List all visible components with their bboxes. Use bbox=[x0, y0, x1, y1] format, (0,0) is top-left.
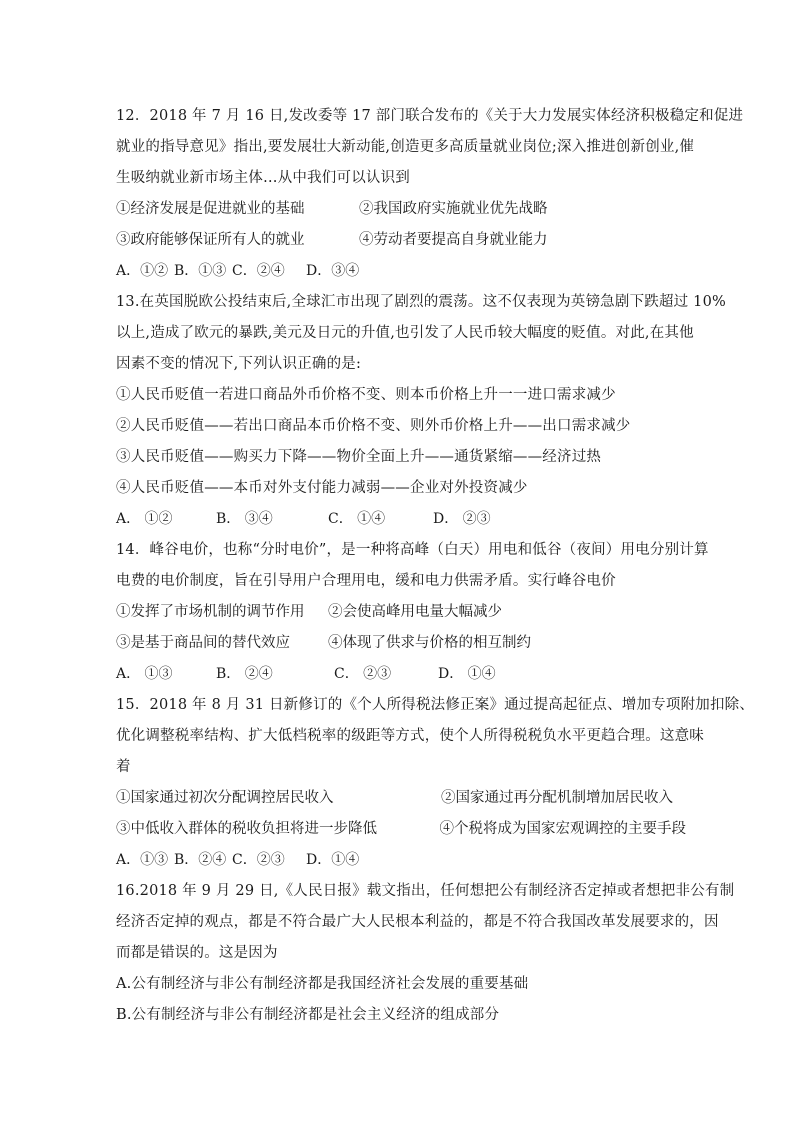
option-1: ①经济发展是促进就业的基础 bbox=[116, 201, 305, 217]
option-3: ③是基于商品间的替代效应 bbox=[116, 635, 290, 651]
answer-choices bbox=[116, 659, 686, 690]
option-row bbox=[116, 225, 686, 256]
answer-b: B． ②④ bbox=[216, 666, 273, 682]
question-13 bbox=[116, 287, 727, 535]
answer-c: C．②③ bbox=[232, 852, 285, 868]
answer-b: B． ③④ bbox=[216, 511, 273, 527]
answer-choices bbox=[116, 504, 686, 535]
question-12 bbox=[116, 101, 744, 287]
answer-d: D． ②③ bbox=[433, 511, 491, 527]
question-text-line: 着 bbox=[116, 759, 131, 775]
question-text-line: 经济否定掉的观点，都是不符合最广大人民根本利益的，都是不符合我国改革发展要求的，因 bbox=[116, 914, 719, 930]
answer-c: C． ②③ bbox=[334, 666, 392, 682]
option-a: A.公有制经济与非公有制经济都是我国经济社会发展的重要基础 bbox=[116, 976, 529, 992]
answer-c: C． ①④ bbox=[328, 511, 386, 527]
option-2: ②会使高峰用电量大幅减少 bbox=[328, 604, 502, 620]
question-text-line: 生吸纳就业新市场主体…从中我们可以认识到 bbox=[116, 170, 410, 186]
option-1: ①人民币贬值一若进口商品外币价格不变、则本币价格上升一一进口需求减少 bbox=[116, 387, 616, 403]
option-4: ④个税将成为国家宏观调控的主要手段 bbox=[439, 821, 686, 837]
question-text-line: 12．2018 年 7 月 16 日,发改委等 17 部门联合发布的《关于大力发展实体经济积极稳定和促进 bbox=[116, 108, 744, 124]
answer-b: B．②④ bbox=[174, 852, 227, 868]
question-16 bbox=[116, 876, 735, 1031]
option-4: ④体现了供求与价格的相互制约 bbox=[328, 635, 531, 651]
answer-a: A． ①② bbox=[116, 511, 173, 527]
option-1: ①国家通过初次分配调控居民收入 bbox=[116, 790, 334, 806]
question-text-line: 14．峰谷电价，也称“分时电价”，是一种将高峰（白天）用电和低谷（夜间）用电分别计算 bbox=[116, 542, 709, 558]
answer-choices bbox=[116, 845, 686, 876]
answer-a: A．①③ bbox=[116, 852, 169, 868]
question-text-line: 15．2018 年 8 月 31 日新修订的《个人所得税法修正案》通过提高起征点、增加专项附加扣除、 bbox=[116, 697, 755, 713]
option-2: ②国家通过再分配机制增加居民收入 bbox=[441, 790, 673, 806]
answer-a: A． ①③ bbox=[116, 666, 173, 682]
answer-d: D．①④ bbox=[306, 852, 360, 868]
question-text-line: 电费的电价制度，旨在引导用户合理用电，缓和电力供需矛盾。实行峰谷电价 bbox=[116, 573, 616, 589]
option-4: ④劳动者要提高自身就业能力 bbox=[359, 232, 548, 248]
option-3: ③中低收入群体的税收负担将进一步降低 bbox=[116, 821, 377, 837]
option-4: ④人民币贬值——本币对外支付能力减弱——企业对外投资减少 bbox=[116, 480, 528, 496]
option-3: ③人民币贬值——购买力下降——物价全面上升——通货紧缩——经济过热 bbox=[116, 449, 602, 465]
question-text-line: 因素不变的情况下,下列认识正确的是: bbox=[116, 356, 362, 372]
question-14 bbox=[116, 535, 709, 690]
question-text-line: 16.2018 年 9 月 29 日,《人民日报》载文指出，任何想把公有制经济否定掉或者想把非公有制 bbox=[116, 883, 735, 899]
answer-b: B．①③ bbox=[174, 263, 227, 279]
answer-d: D． ①④ bbox=[438, 666, 496, 682]
option-1: ①发挥了市场机制的调节作用 bbox=[116, 604, 305, 620]
option-2: ②人民币贬值——若出口商品本币价格不变、则外币价格上升——出口需求减少 bbox=[116, 418, 631, 434]
option-b: B.公有制经济与非公有制经济都是社会主义经济的组成部分 bbox=[116, 1007, 500, 1023]
option-row bbox=[116, 814, 686, 845]
option-row bbox=[116, 194, 686, 225]
answer-d: D．③④ bbox=[306, 263, 360, 279]
option-row bbox=[116, 597, 686, 628]
question-text-line: 而都是错误的。这是因为 bbox=[116, 945, 278, 961]
question-text-line: 以上,造成了欧元的暴跌,美元及日元的升值,也引发了人民币较大幅度的贬值。对此,在其他 bbox=[116, 325, 694, 341]
question-15 bbox=[116, 690, 755, 876]
question-text-line: 就业的指导意见》指出,要发展壮大新动能,创造更多高质量就业岗位;深入推进创新创业,催 bbox=[116, 139, 695, 155]
option-row bbox=[116, 628, 686, 659]
answer-choices bbox=[116, 256, 686, 287]
question-text-line: 13.在英国脱欧公投结束后,全球汇市出现了剧烈的震荡。这不仅表现为英镑急剧下跌超过 10% bbox=[116, 294, 727, 310]
question-text-line: 优化调整税率结构、扩大低档税率的级距等方式，使个人所得税税负水平更趋合理。这意味 bbox=[116, 728, 704, 744]
option-2: ②我国政府实施就业优先战略 bbox=[359, 201, 548, 217]
option-row bbox=[116, 783, 686, 814]
option-3: ③政府能够保证所有人的就业 bbox=[116, 232, 305, 248]
answer-a: A．①② bbox=[116, 263, 169, 279]
answer-c: C．②④ bbox=[232, 263, 285, 279]
